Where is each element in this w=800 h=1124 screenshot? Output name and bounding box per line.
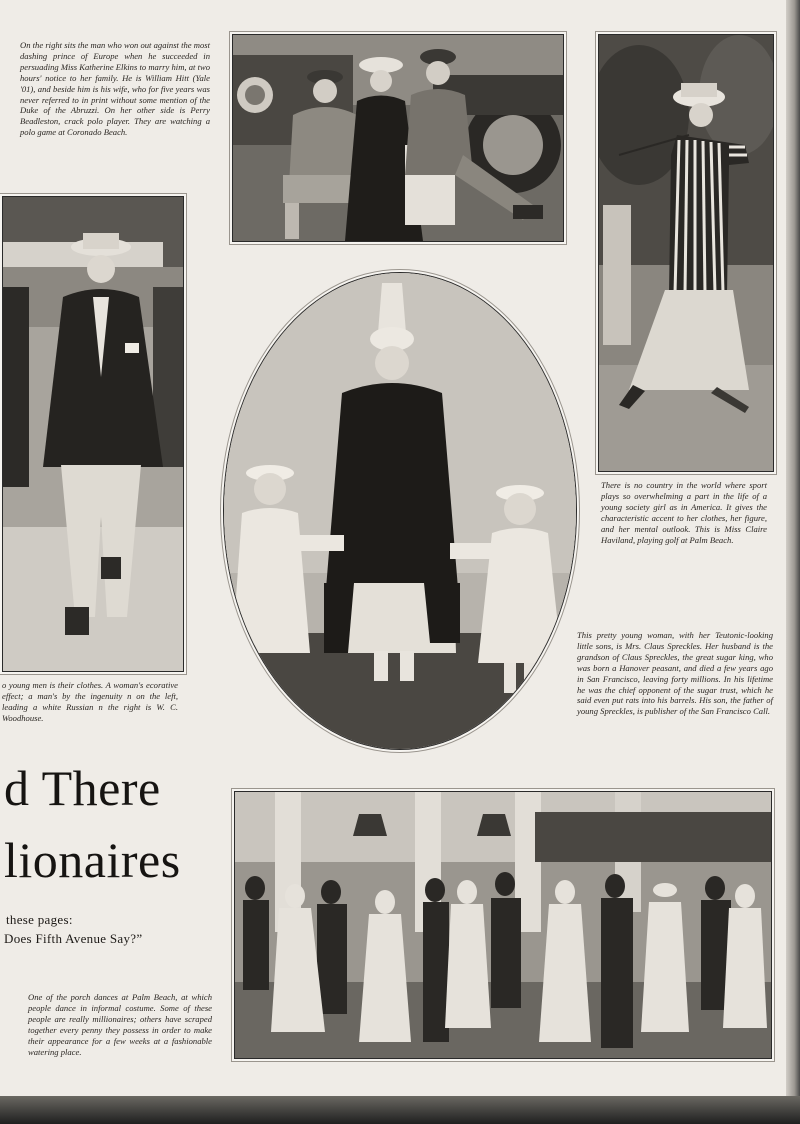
deck-line-1: these pages: [6,912,73,927]
caption-haviland: There is no country in the world where sport plays so overwhelming a part in the life of a young society girl as in America. It gives the characteristic accent to her clothes, her figure, and her mental outlook. This is Miss Claire Haviland, playing golf at Palm Beach. [601,480,767,545]
photo-young-men [2,196,184,672]
deck-line-2: Does Fifth Avenue Say?” [4,931,143,946]
page-bottom-shadow [0,1096,800,1124]
photo-spreckles-oval [223,272,577,750]
headline-line-1: d There [4,760,161,816]
photo-porch-dance [234,791,772,1059]
caption-porch-dance: One of the porch dances at Palm Beach, at which people dance in informal costume. Some of these people are really millionaires; others have scraped together every penny they possess in order to make their appearance for a few weeks at a fashionable watering place. [28,992,212,1057]
photo-golfer [598,34,774,472]
caption-hitt: On the right sits the man who won out against the most dashing prince of Europe when he succeeded in persuading Miss Katherine Elkins to marry him, at two hours' notice to her family. He is William Hitt (Yale '01), and beside him is his wife, who for five years was never referred to in print without some mention of the Duke of the Abruzzi. On her other side is Perry Beadleston, crack polo player. They are watching a polo game at Coronado Beach. [20,40,210,138]
photo-polo-spectators [232,34,564,242]
caption-young-men: o young men is their clothes. A woman's ecorative effect; a man's by the ingenuity n on the left, leading a white Russian n the right is W. C. Woodhouse. [2,680,178,723]
page-binding-edge [786,0,800,1124]
headline-line-2: lionaires [4,832,181,888]
caption-spreckles: This pretty young woman, with her Teutonic-looking little sons, is Mrs. Claus Spreckles. Her husband is the grandson of Claus Spreckles, the great sugar king, who was born a Hanover peasant, and died a few years ago in San Francisco, leaving forty millions. In his lifetime he was the chief opponent of the sugar trust, which he said even put rats into his barrels. His son, the father of young Spreckles, is publisher of the San Francisco Call. [577,630,773,717]
